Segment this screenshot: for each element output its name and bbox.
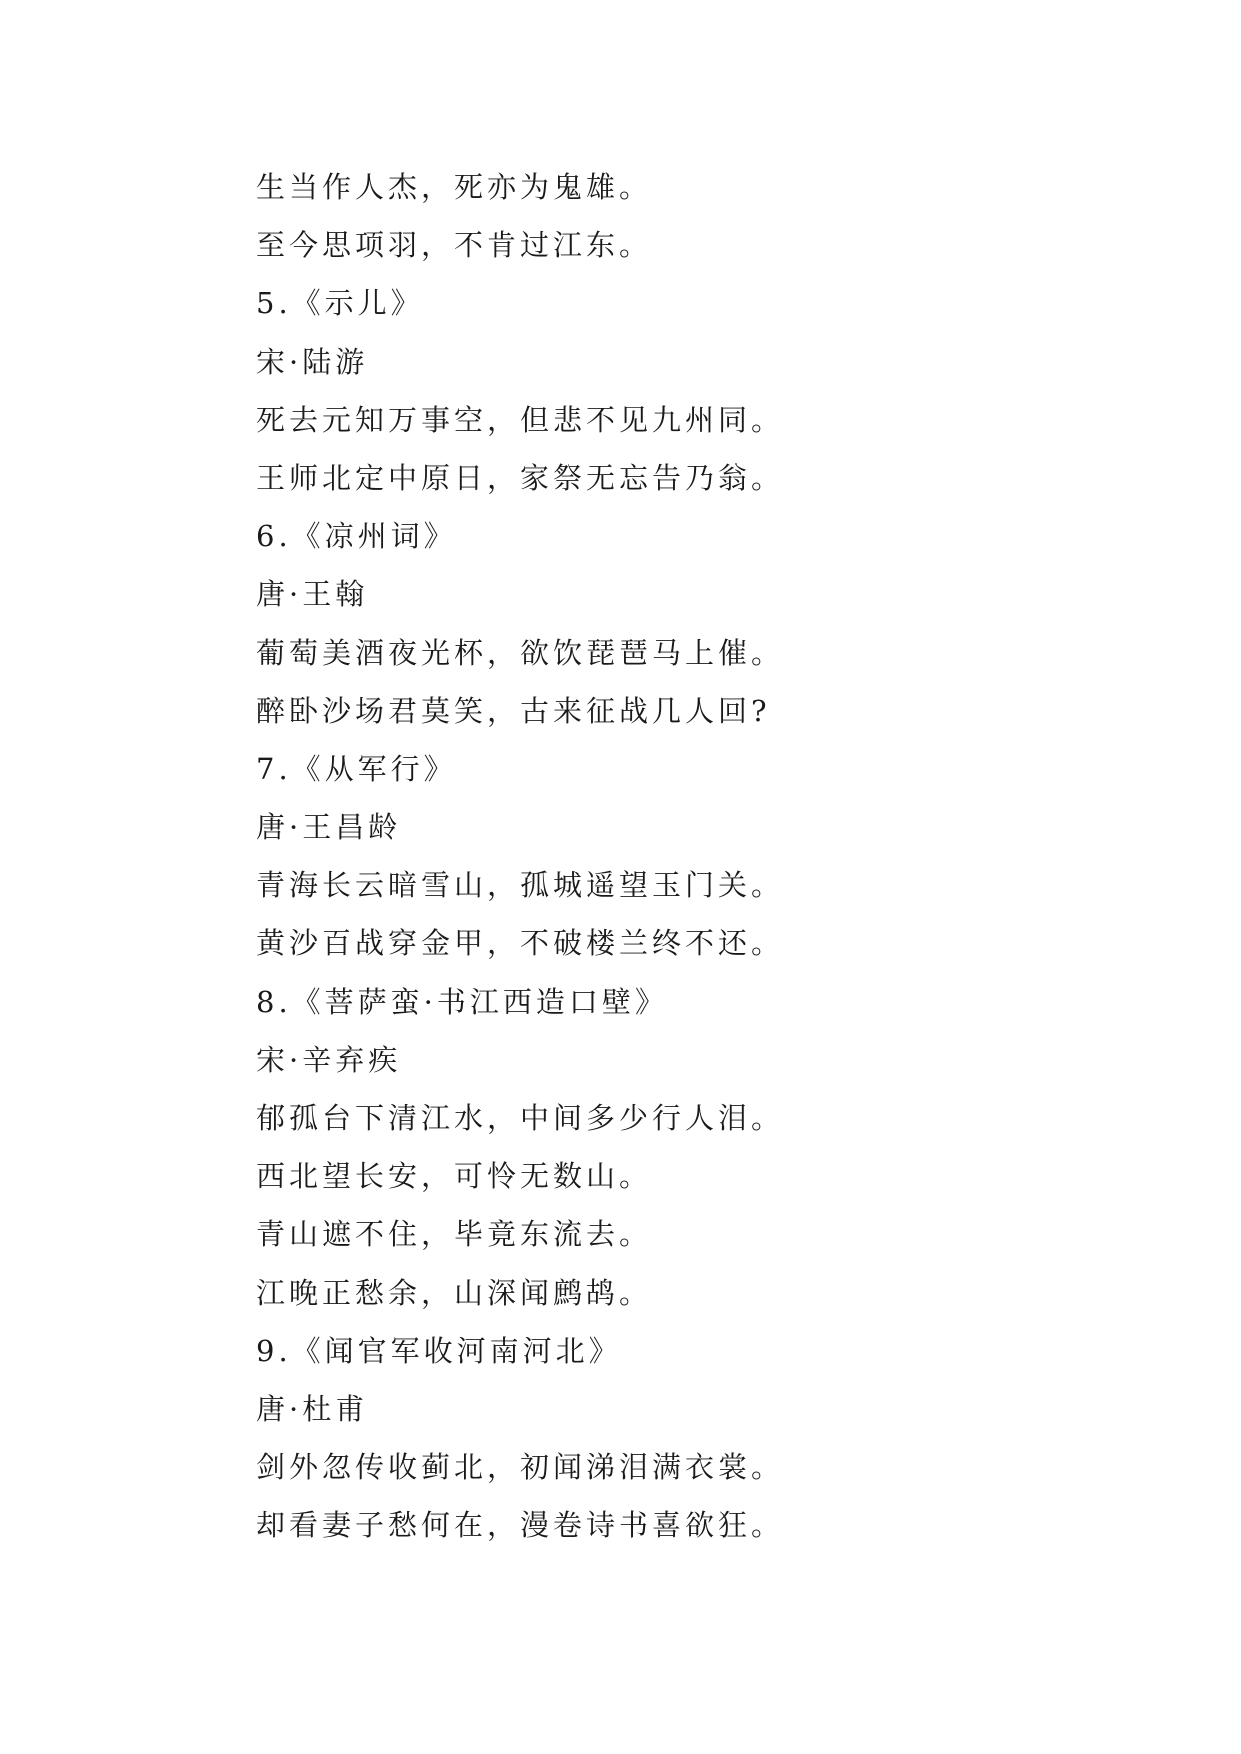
verse-line: 死去元知万事空，但悲不见九州同。: [256, 402, 785, 437]
poem-title: 8.《菩萨蛮·书江西造口壁》: [256, 984, 668, 1019]
verse-line: 西北望长安，可怜无数山。: [256, 1159, 653, 1194]
poem-title: 9.《闻官军收河南河北》: [256, 1333, 622, 1368]
poem-title: 6.《凉州词》: [256, 519, 457, 554]
poem-author: 唐·王昌龄: [256, 810, 402, 845]
verse-line: 黄沙百战穿金甲，不破楼兰终不还。: [256, 926, 785, 961]
verse-line: 生当作人杰，死亦为鬼雄。: [256, 170, 653, 204]
verse-line: 醉卧沙场君莫笑，古来征战几人回?: [256, 693, 771, 728]
poem-author: 唐·王翰: [256, 577, 369, 612]
verse-line: 郁孤台下清江水，中间多少行人泪。: [256, 1101, 785, 1135]
poem-title: 7.《从军行》: [256, 751, 457, 786]
poem-author: 宋·辛弃疾: [256, 1042, 402, 1077]
verse-line: 却看妻子愁何在，漫卷诗书喜欲狂。: [256, 1508, 785, 1543]
verse-line: 青海长云暗雪山，孤城遥望玉门关。: [256, 868, 785, 903]
verse-line: 青山遮不住，毕竟东流去。: [256, 1217, 653, 1252]
verse-line: 王师北定中原日，家祭无忘告乃翁。: [256, 460, 785, 495]
poem-author: 宋·陆游: [256, 344, 369, 379]
poem-author: 唐·杜甫: [256, 1391, 369, 1426]
verse-line: 江晚正愁余，山深闻鹧鸪。: [256, 1275, 653, 1310]
verse-line: 至今思项羽，不肯过江东。: [256, 228, 653, 263]
verse-line: 葡萄美酒夜光杯，欲饮琵琶马上催。: [256, 635, 785, 670]
verse-line: 剑外忽传收蓟北，初闻涕泪满衣裳。: [256, 1450, 785, 1485]
poem-title: 5.《示儿》: [256, 286, 424, 321]
poem-text-block: [256, 158, 1016, 1555]
